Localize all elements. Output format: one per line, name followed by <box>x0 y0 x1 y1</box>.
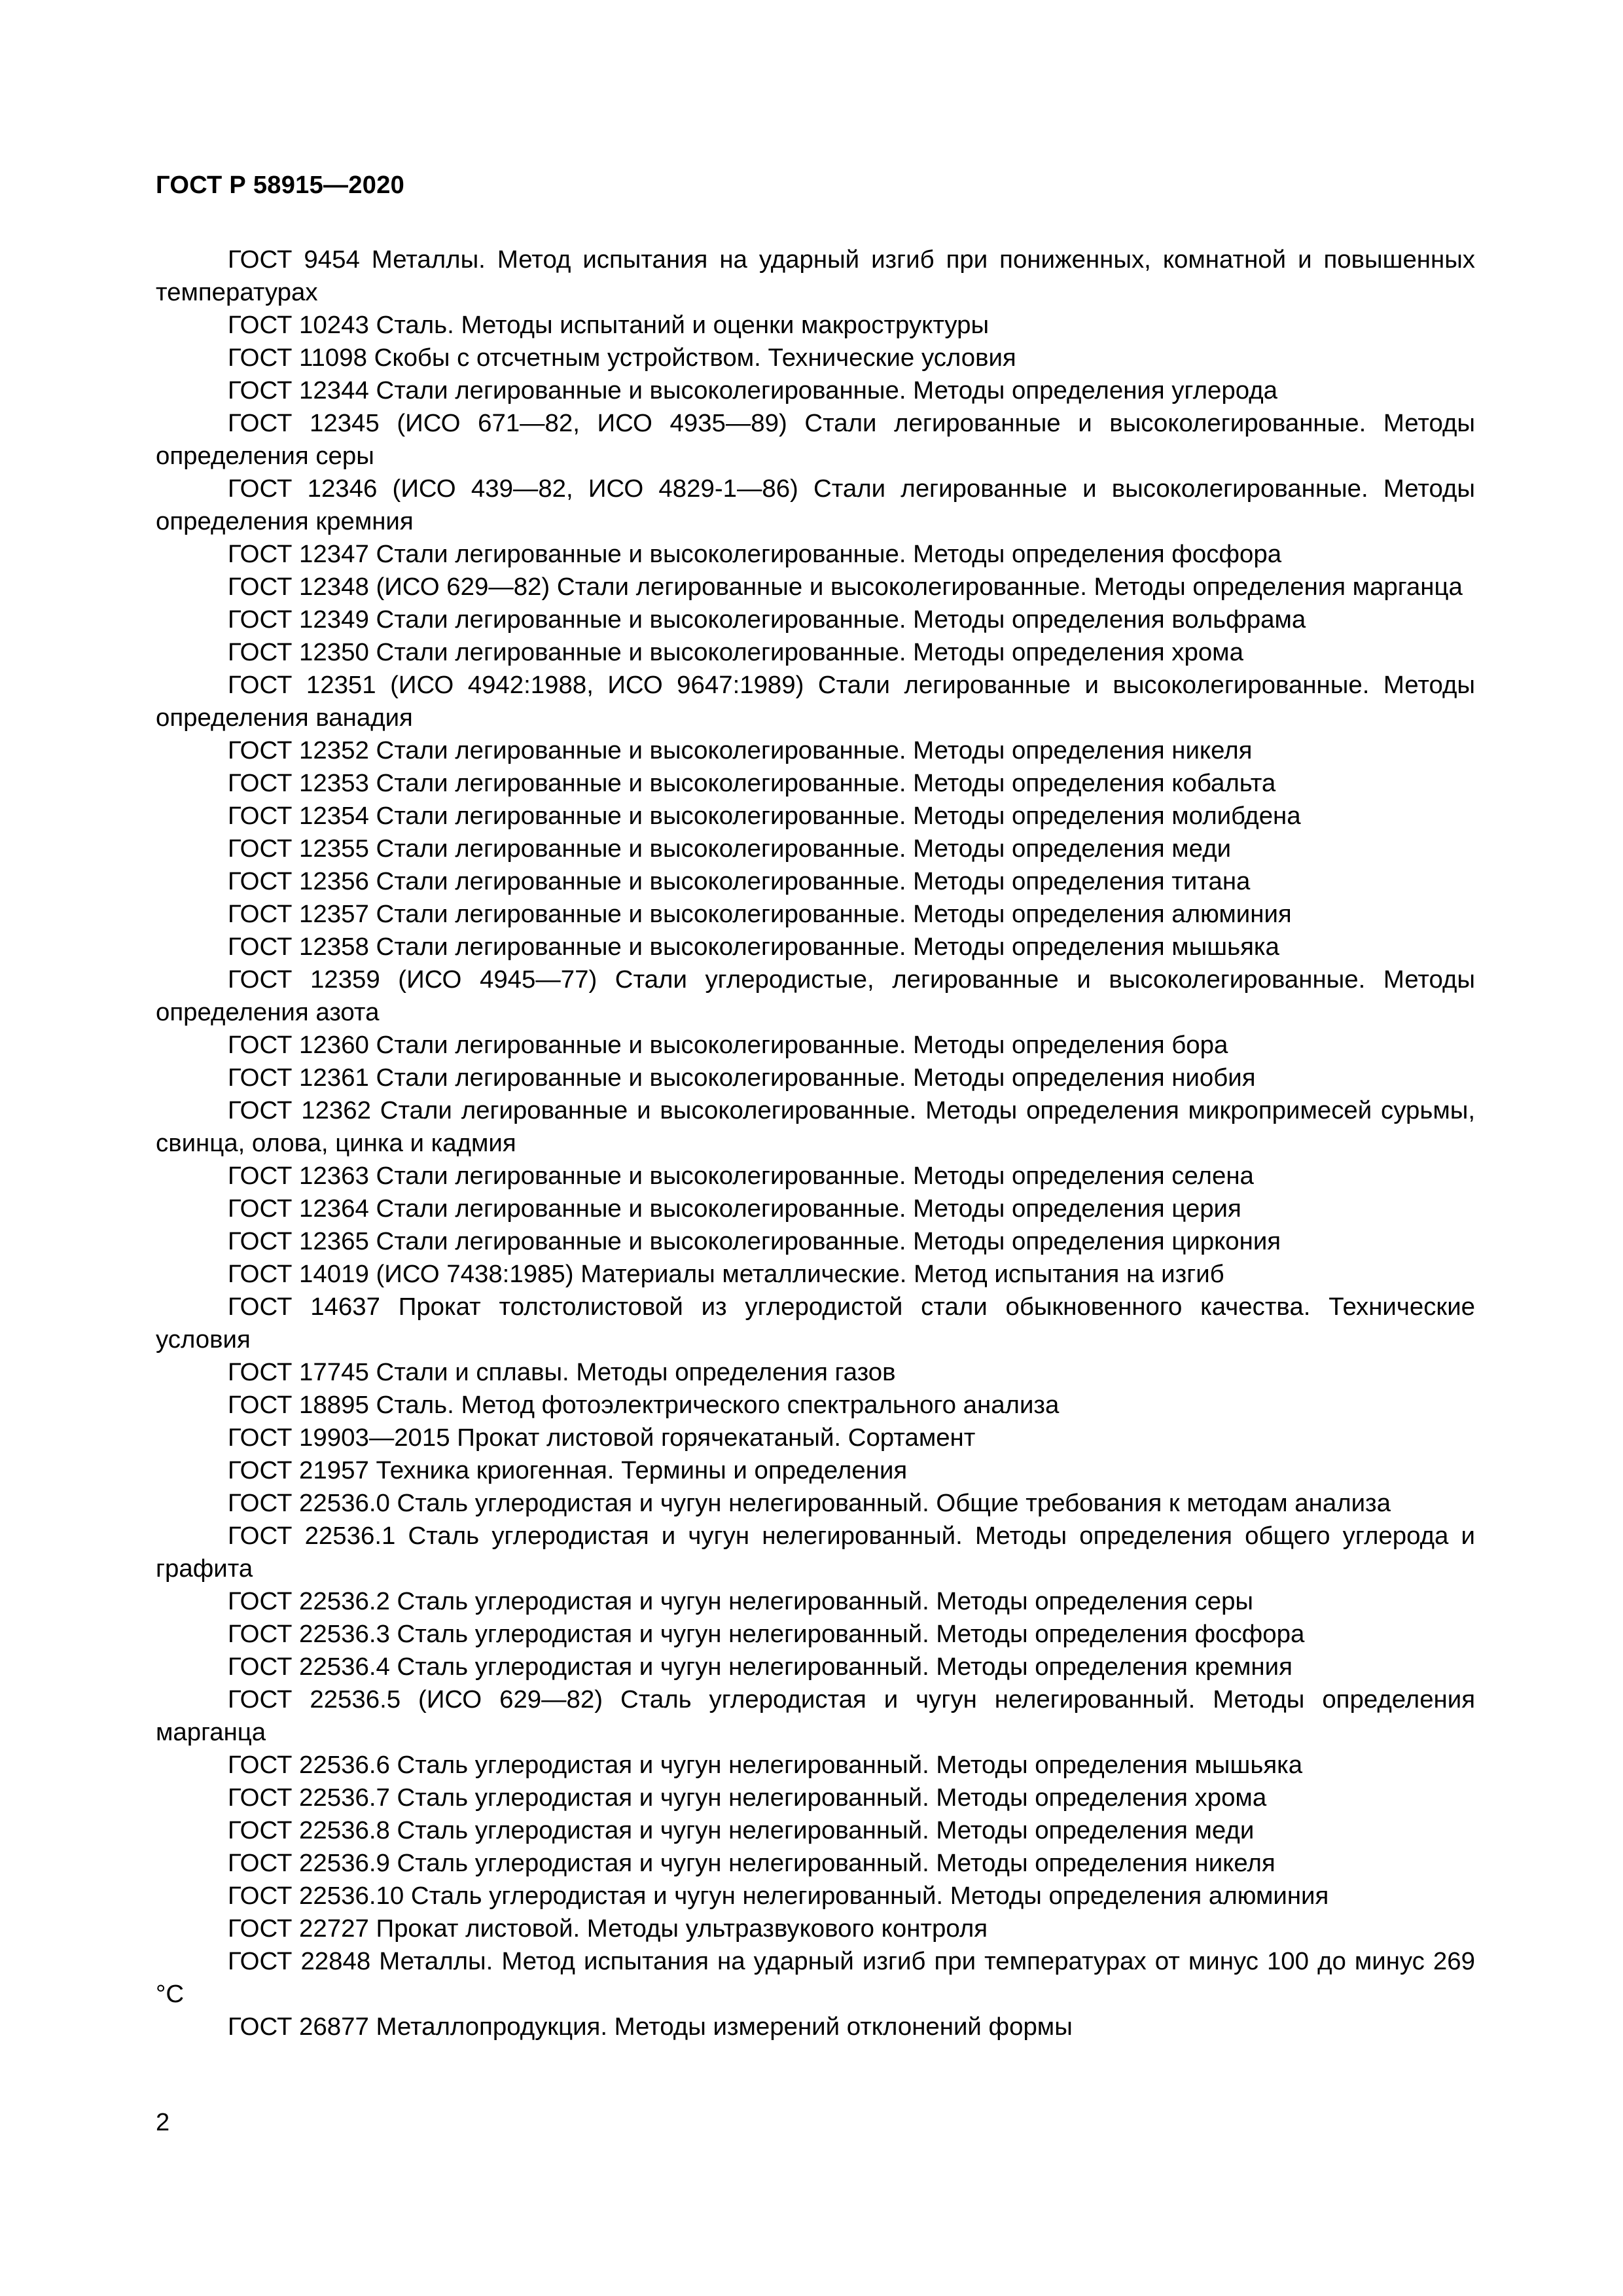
reference-entry: ГОСТ 9454 Металлы. Метод испытания на ударный изгиб при пониженных, комнатной и повышенных температурах <box>156 245 1475 306</box>
reference-entry: ГОСТ 22536.7 Сталь углеродистая и чугун нелегированный. Методы определения хрома <box>228 1784 1267 1812</box>
normative-references-list <box>156 243 1475 2043</box>
reference-entry: ГОСТ 12344 Стали легированные и высоколегированные. Методы определения углерода <box>228 376 1278 404</box>
reference-entry: ГОСТ 22848 Металлы. Метод испытания на ударный изгиб при температурах от минус 100 до минус 269 °С <box>156 1947 1475 2008</box>
reference-entry: ГОСТ 26877 Металлопродукция. Методы измерений отклонений формы <box>228 2013 1073 2041</box>
reference-entry: ГОСТ 18895 Сталь. Метод фотоэлектрического спектрального анализа <box>228 1391 1060 1419</box>
reference-entry: ГОСТ 17745 Стали и сплавы. Методы определения газов <box>228 1358 896 1386</box>
reference-entry: ГОСТ 12353 Стали легированные и высоколегированные. Методы определения кобальта <box>228 769 1276 797</box>
reference-entry: ГОСТ 22536.8 Сталь углеродистая и чугун нелегированный. Методы определения меди <box>228 1816 1255 1844</box>
reference-entry: ГОСТ 11098 Скобы с отсчетным устройством. Технические условия <box>228 344 1016 372</box>
reference-entry: ГОСТ 12363 Стали легированные и высоколегированные. Методы определения селена <box>228 1162 1254 1190</box>
reference-entry: ГОСТ 22536.10 Сталь углеродистая и чугун нелегированный. Методы определения алюминия <box>228 1882 1329 1910</box>
reference-entry: ГОСТ 22536.1 Сталь углеродистая и чугун нелегированный. Методы определения общего углерода и графита <box>156 1522 1475 1583</box>
reference-entry: ГОСТ 22536.5 (ИСО 629—82) Сталь углеродистая и чугун нелегированный. Методы определения марганца <box>156 1685 1475 1746</box>
reference-entry: ГОСТ 12345 (ИСО 671—82, ИСО 4935—89) Стали легированные и высоколегированные. Методы определения серы <box>156 409 1475 470</box>
reference-entry: ГОСТ 12364 Стали легированные и высоколегированные. Методы определения церия <box>228 1194 1241 1223</box>
reference-entry: ГОСТ 22536.6 Сталь углеродистая и чугун нелегированный. Методы определения мышьяка <box>228 1751 1303 1779</box>
reference-entry: ГОСТ 12351 (ИСО 4942:1988, ИСО 9647:1989) Стали легированные и высоколегированные. Методы определения ванадия <box>156 671 1475 732</box>
reference-entry: ГОСТ 10243 Сталь. Методы испытаний и оценки макроструктуры <box>228 311 990 339</box>
reference-entry: ГОСТ 12361 Стали легированные и высоколегированные. Методы определения ниобия <box>228 1064 1256 1092</box>
reference-entry: ГОСТ 22536.3 Сталь углеродистая и чугун нелегированный. Методы определения фосфора <box>228 1620 1305 1648</box>
reference-entry: ГОСТ 12356 Стали легированные и высоколегированные. Методы определения титана <box>228 867 1251 895</box>
reference-entry: ГОСТ 12365 Стали легированные и высоколегированные. Методы определения циркония <box>228 1227 1281 1255</box>
reference-entry: ГОСТ 19903—2015 Прокат листовой горячекатаный. Сортамент <box>228 1424 976 1452</box>
reference-entry: ГОСТ 12358 Стали легированные и высоколегированные. Методы определения мышьяка <box>228 933 1279 961</box>
reference-entry: ГОСТ 12349 Стали легированные и высоколегированные. Методы определения вольфрама <box>228 605 1306 634</box>
document-header: ГОСТ Р 58915—2020 <box>156 171 405 199</box>
reference-entry: ГОСТ 21957 Техника криогенная. Термины и определения <box>228 1456 908 1484</box>
reference-entry: ГОСТ 12352 Стали легированные и высоколегированные. Методы определения никеля <box>228 736 1253 764</box>
reference-entry: ГОСТ 12362 Стали легированные и высоколегированные. Методы определения микропримесей сурьмы, свинца, олова, цинка и кадмия <box>156 1096 1475 1157</box>
reference-entry: ГОСТ 22536.0 Сталь углеродистая и чугун нелегированный. Общие требования к методам анализа <box>228 1489 1391 1517</box>
reference-entry: ГОСТ 22727 Прокат листовой. Методы ультразвукового контроля <box>228 1914 988 1943</box>
reference-entry: ГОСТ 12347 Стали легированные и высоколегированные. Методы определения фосфора <box>228 540 1282 568</box>
reference-entry: ГОСТ 22536.9 Сталь углеродистая и чугун нелегированный. Методы определения никеля <box>228 1849 1275 1877</box>
reference-entry: ГОСТ 12357 Стали легированные и высоколегированные. Методы определения алюминия <box>228 900 1292 928</box>
reference-entry: ГОСТ 12354 Стали легированные и высоколегированные. Методы определения молибдена <box>228 802 1301 830</box>
reference-entry: ГОСТ 12359 (ИСО 4945—77) Стали углеродистые, легированные и высоколегированные. Методы определения азота <box>156 965 1475 1026</box>
page-number: 2 <box>156 2109 170 2136</box>
reference-entry: ГОСТ 12346 (ИСО 439—82, ИСО 4829-1—86) Стали легированные и высоколегированные. Методы определения кремния <box>156 475 1475 535</box>
reference-entry: ГОСТ 22536.4 Сталь углеродистая и чугун нелегированный. Методы определения кремния <box>228 1653 1293 1681</box>
reference-entry: ГОСТ 12360 Стали легированные и высоколегированные. Методы определения бора <box>228 1031 1228 1059</box>
reference-entry: ГОСТ 12355 Стали легированные и высоколегированные. Методы определения меди <box>228 834 1232 863</box>
reference-entry: ГОСТ 12350 Стали легированные и высоколегированные. Методы определения хрома <box>228 638 1243 666</box>
reference-entry: ГОСТ 14637 Прокат толстолистовой из углеродистой стали обыкновенного качества. Технические условия <box>156 1293 1475 1354</box>
reference-entry: ГОСТ 14019 (ИСО 7438:1985) Материалы металлические. Метод испытания на изгиб <box>228 1260 1224 1288</box>
reference-entry: ГОСТ 22536.2 Сталь углеродистая и чугун нелегированный. Методы определения серы <box>228 1587 1254 1615</box>
reference-entry: ГОСТ 12348 (ИСО 629—82) Стали легированные и высоколегированные. Методы определения марганца <box>228 573 1463 601</box>
